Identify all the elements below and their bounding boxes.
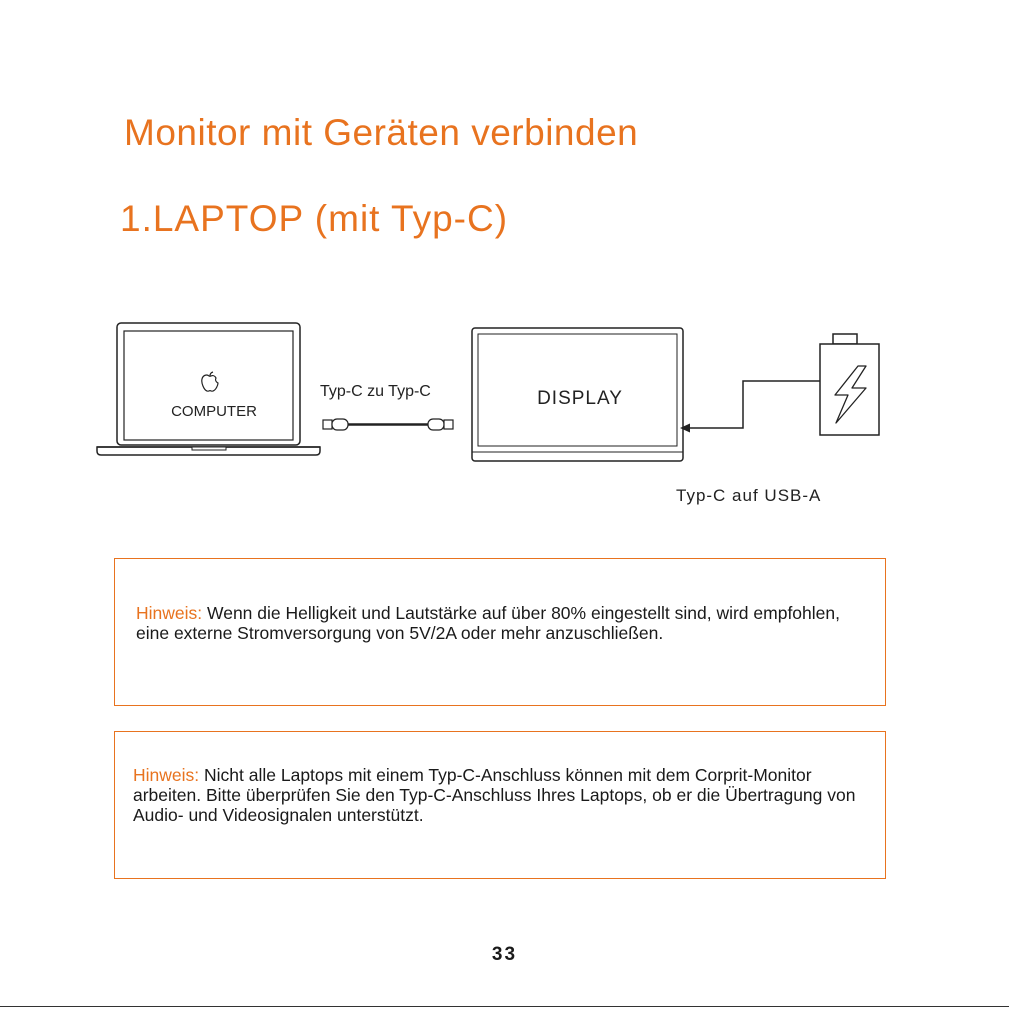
- note-box-compatibility: [114, 731, 886, 879]
- display-label: DISPLAY: [537, 388, 623, 409]
- page-title: Monitor mit Geräten verbinden: [124, 112, 639, 153]
- footer-divider: [0, 1006, 1009, 1007]
- battery-icon: [820, 334, 879, 435]
- note-prefix: Hinweis:: [136, 603, 203, 623]
- typec-cable-illustration: [320, 383, 453, 430]
- display-illustration: [472, 328, 683, 461]
- cable-label: Typ-C zu Typ-C: [320, 383, 431, 400]
- note-box-power: [114, 558, 886, 706]
- laptop-illustration: [97, 323, 320, 455]
- section-title: 1.LAPTOP (mit Typ-C): [120, 198, 509, 239]
- laptop-label: COMPUTER: [171, 403, 257, 420]
- note-text: [133, 765, 878, 825]
- power-cable-illustration: [676, 381, 821, 505]
- page-number: 33: [491, 944, 518, 965]
- note-body: Nicht alle Laptops mit einem Typ-C-Anschluss können mit dem Corprit-Monitor arbeiten. Bitte überprüfen Sie den Typ-C-Anschluss Ihres Laptops, ob er die Übertragung von Audio- und Videosignalen unterstützt.: [133, 765, 856, 825]
- note-prefix: Hinweis:: [133, 765, 200, 785]
- note-body: Wenn die Helligkeit und Lautstärke auf über 80% eingestellt sind, wird empfohlen, eine externe Stromversorgung von 5V/2A oder mehr anzuschließen.: [136, 603, 840, 643]
- power-cable-label: Typ-C auf USB-A: [676, 486, 822, 505]
- note-text: [136, 603, 876, 643]
